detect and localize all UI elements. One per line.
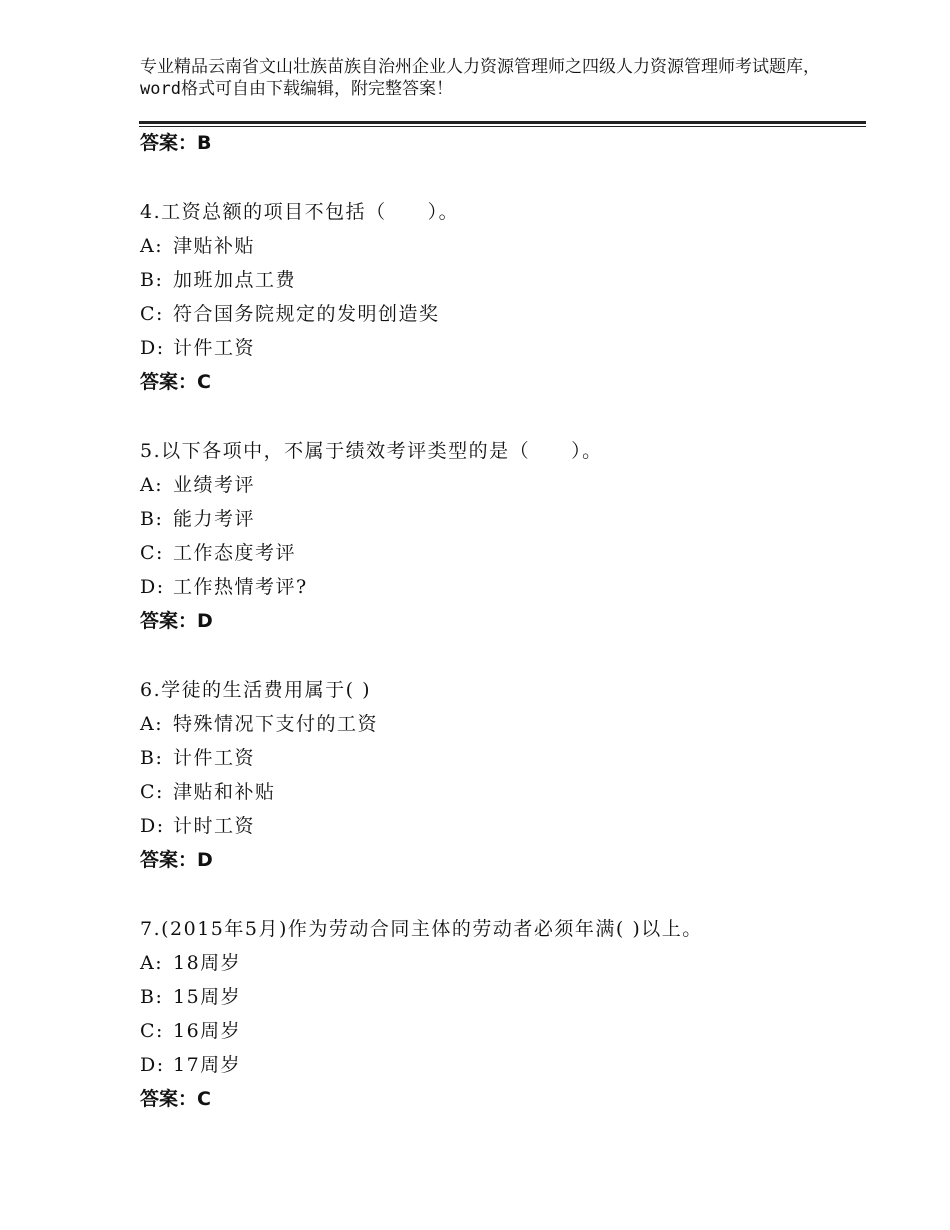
option-text: 加班加点工费 xyxy=(173,269,297,291)
option-text: 能力考评 xyxy=(173,508,256,530)
option-letter: B: xyxy=(140,986,164,1008)
option-letter: A: xyxy=(140,235,164,257)
question-4-option-a xyxy=(140,233,255,259)
option-text: 16周岁 xyxy=(173,1020,242,1042)
question-6-option-b xyxy=(140,745,255,771)
question-6-option-d xyxy=(140,813,255,839)
option-text: 计件工资 xyxy=(173,337,256,359)
option-text: 18周岁 xyxy=(173,952,242,974)
option-letter: B: xyxy=(140,269,164,291)
option-text: 计件工资 xyxy=(173,747,256,769)
header-divider-thin xyxy=(139,126,866,127)
option-text: 津贴和补贴 xyxy=(173,781,276,803)
option-letter: D: xyxy=(140,337,165,359)
option-letter: C: xyxy=(140,303,164,325)
option-text: 计时工资 xyxy=(173,815,256,837)
option-letter: A: xyxy=(140,952,164,974)
option-letter: B: xyxy=(140,747,164,769)
option-letter: A: xyxy=(140,713,164,735)
question-4-option-b xyxy=(140,267,296,293)
question-5-option-a xyxy=(140,472,255,498)
question-stem-5: 5.以下各项中，不属于绩效考评类型的是（ ）。 xyxy=(140,440,603,462)
option-text: 业绩考评 xyxy=(173,474,256,496)
question-5-option-b xyxy=(140,506,255,532)
question-7-option-a xyxy=(140,950,241,976)
question-4-option-d xyxy=(140,335,255,361)
question-6-option-a xyxy=(140,711,378,737)
question-stem-4: 4.工资总额的项目不包括（ ）。 xyxy=(140,201,460,223)
option-text: 工作态度考评 xyxy=(173,542,297,564)
question-5-option-d xyxy=(140,574,308,600)
option-letter: D: xyxy=(140,576,165,598)
question-7-option-d xyxy=(140,1052,241,1078)
option-text: 津贴补贴 xyxy=(173,235,256,257)
option-text: 工作热情考评? xyxy=(173,576,308,598)
option-text: 15周岁 xyxy=(173,986,242,1008)
question-5-option-c xyxy=(140,540,296,566)
question-4-answer: 答案：C xyxy=(140,371,211,393)
question-7-option-c xyxy=(140,1018,241,1044)
option-letter: D: xyxy=(140,815,165,837)
question-7-answer: 答案：C xyxy=(140,1088,211,1110)
option-letter: B: xyxy=(140,508,164,530)
option-letter: C: xyxy=(140,542,164,564)
option-text: 符合国务院规定的发明创造奖 xyxy=(173,303,440,325)
option-text: 17周岁 xyxy=(173,1054,242,1076)
question-6-option-c xyxy=(140,779,276,805)
question-stem-6: 6.学徒的生活费用属于( ) xyxy=(140,679,371,701)
header-divider-thick xyxy=(139,121,866,124)
question-4-option-c xyxy=(140,301,440,327)
document-header: 专业精品云南省文山壮族苗族自治州企业人力资源管理师之四级人力资源管理师考试题库，word格式可自由下载编辑，附完整答案！ xyxy=(140,57,820,99)
question-stem-7: 7.(2015年5月)作为劳动合同主体的劳动者必须年满( )以上。 xyxy=(140,918,703,940)
question-6-answer: 答案：D xyxy=(140,849,213,871)
question-7-option-b xyxy=(140,984,241,1010)
option-letter: C: xyxy=(140,1020,164,1042)
option-letter: A: xyxy=(140,474,164,496)
option-text: 特殊情况下支付的工资 xyxy=(173,713,379,735)
option-letter: C: xyxy=(140,781,164,803)
question-5-answer: 答案：D xyxy=(140,610,213,632)
previous-question-answer: 答案：B xyxy=(140,132,212,154)
option-letter: D: xyxy=(140,1054,165,1076)
